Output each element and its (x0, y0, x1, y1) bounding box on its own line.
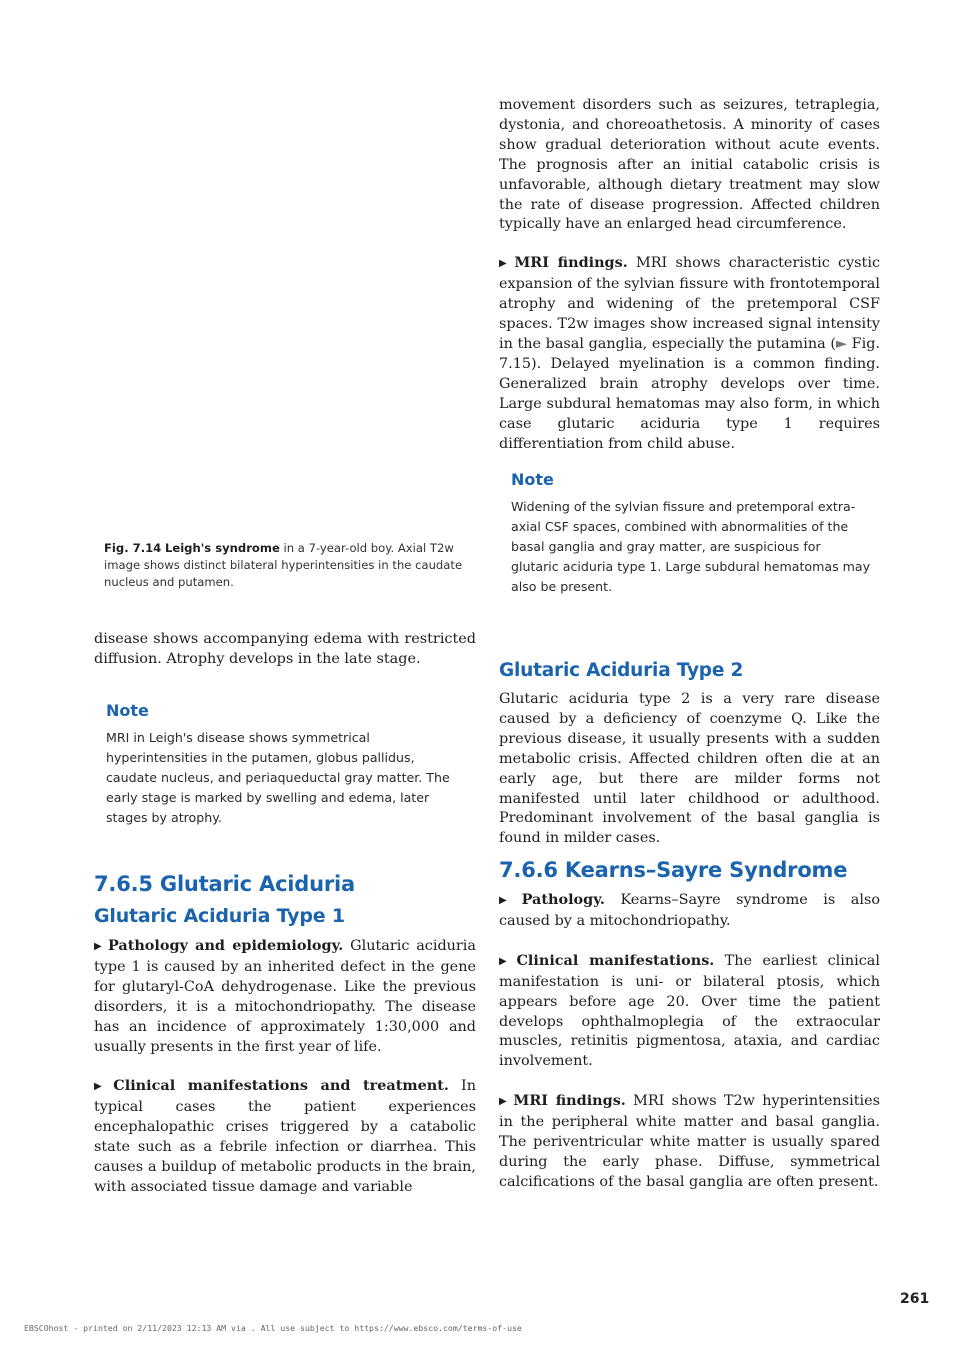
paragraph-lead: Pathology. (521, 891, 605, 908)
paragraph-text: Kearns–Sayre syndrome is also caused by a mitochondriopathy. (499, 892, 880, 929)
note-text: Widening of the sylvian fissure and pretemporal extra-axial CSF spaces, combined with abnormalities of the basal ganglia and gray matter, are suspicious for glutaric aciduria type 1. Large subdural hematomas may also be present. (511, 499, 871, 594)
paragraph-lead: MRI findings. (514, 254, 628, 272)
note-box (106, 701, 468, 828)
paragraph-text: In typical cases the patient experiences encephalopathic crises triggered by a catabolic state such as a febrile infection or diarrhea. This causes a buildup of metabolic products in the brain, with associated tissue damage and variable (94, 1078, 476, 1195)
body-paragraph: movement disorders such as seizures, tetraplegia, dystonia, and choreoathetosis. A minority of cases show gradual deterioration without acute events. The prognosis after an initial catabolic crisis is unfavorable, although dietary treatment may slow the rate of disease progression. Affected children typically have an enlarged head circumference. (499, 97, 880, 233)
paragraph-text: MRI shows characteristic cystic expansion of the sylvian fissure with frontotemporal atrophy and widening of the pretemporal CSF spaces. T2w images show increased signal intensity in the basal ganglia, especially the putamina ( (499, 255, 880, 352)
left-column-paragraph (94, 630, 476, 670)
mri-findings-paragraph (499, 253, 880, 454)
triangle-icon: ▶ (499, 955, 513, 967)
paragraph-lead: Pathology and epidemiology. (107, 937, 344, 954)
note-title: Note (511, 470, 554, 489)
paragraph-text: MRI shows T2w hyperintensities in the peripheral white matter and basal ganglia. The periventricular white matter is usually spared during the early phase. Diffuse, symmetrical calcifications of the basal ganglia are often present. (499, 1093, 880, 1190)
page-number: 261 (900, 1291, 930, 1307)
paragraph-text: The earliest clinical manifestation is uni- or bilateral ptosis, which appears before age 20. Over time the patient develops ophthalmoplegia of the extraocular muscles, retinitis pigmentosa, ataxia, and cardiac involvement. (499, 952, 880, 1070)
section-heading: 7.6.5 Glutaric Aciduria (94, 872, 356, 896)
figure-caption (104, 540, 466, 591)
mri-findings-paragraph (499, 1091, 880, 1193)
section-kearns-sayre (499, 858, 880, 1193)
body-paragraph: Glutaric aciduria type 2 is a very rare disease caused by a deficiency of coenzyme Q. Like the previous disease, it usually presents with a sudden metabolic crisis. Affected children often die at an early age, but there are milder forms not manifested until later childhood or adulthood. Predominant involvement of the basal ganglia is found in milder cases. (499, 691, 880, 847)
figure-title: Leigh's syndrome (164, 541, 280, 555)
triangle-icon: ▶ (499, 258, 511, 270)
pathology-paragraph (94, 936, 476, 1057)
subsection-heading: Glutaric Aciduria Type 1 (94, 905, 345, 927)
section-glutaric-aciduria-type-2 (499, 660, 880, 849)
figure-label: Fig. 7.14 (104, 541, 162, 555)
note-text: MRI in Leigh's disease shows symmetrical hyperintensities in the putamen, globus pallidus, caudate nucleus, and periaqueductal gray matter. The early stage is marked by swelling and edema, later stages by atrophy. (106, 730, 450, 825)
right-column-top (499, 96, 880, 454)
note-title: Note (106, 701, 149, 720)
paragraph-text: ). Delayed myelination is a common finding. Generalized brain atrophy develops over time. Large subdural hematomas may also form, in which case glutaric aciduria type 1 requires differentiation from child abuse. (499, 355, 880, 452)
note-box (511, 470, 871, 597)
triangle-icon: ▶ (94, 941, 104, 952)
clinical-paragraph (94, 1076, 476, 1197)
figure-reference-link[interactable]: Fig. 7.15 (499, 335, 880, 372)
paragraph-lead: MRI findings. (513, 1092, 626, 1110)
print-footer: EBSCOhost - printed on 2/11/2023 12:13 AM via . All use subject to https://www.ebsco.com/terms-of-use (24, 1323, 522, 1333)
clinical-paragraph (499, 951, 880, 1072)
section-glutaric-aciduria (94, 872, 476, 1198)
pathology-paragraph (499, 890, 880, 932)
caption-text: in a 7-year-old boy. Axial T2w image shows distinct bilateral hyperintensities in the caudate nucleus and putamen. (104, 541, 463, 589)
triangle-icon: ▶ (499, 895, 518, 906)
paragraph-lead: Clinical manifestations. (516, 951, 715, 969)
triangle-icon: ▶ (499, 1096, 510, 1108)
section-heading: 7.6.6 Kearns–Sayre Syndrome (499, 858, 848, 882)
triangle-icon: ▶ (94, 1081, 110, 1093)
figure-ref-icon: ► (835, 335, 852, 352)
body-paragraph: disease shows accompanying edema with restricted diffusion. Atrophy develops in the late stage. (94, 631, 476, 667)
paragraph-lead: Clinical manifestations and treatment. (113, 1077, 449, 1095)
subsection-heading: Glutaric Aciduria Type 2 (499, 660, 744, 681)
paragraph-text: Glutaric aciduria type 1 is caused by an inherited defect in the gene for glutaryl-CoA dehydrogenase. Like the previous disorders, it is a mitochondriopathy. The disease has an incidence of approximately 1:30,000 and usually presents in the first year of life. (94, 938, 476, 1055)
